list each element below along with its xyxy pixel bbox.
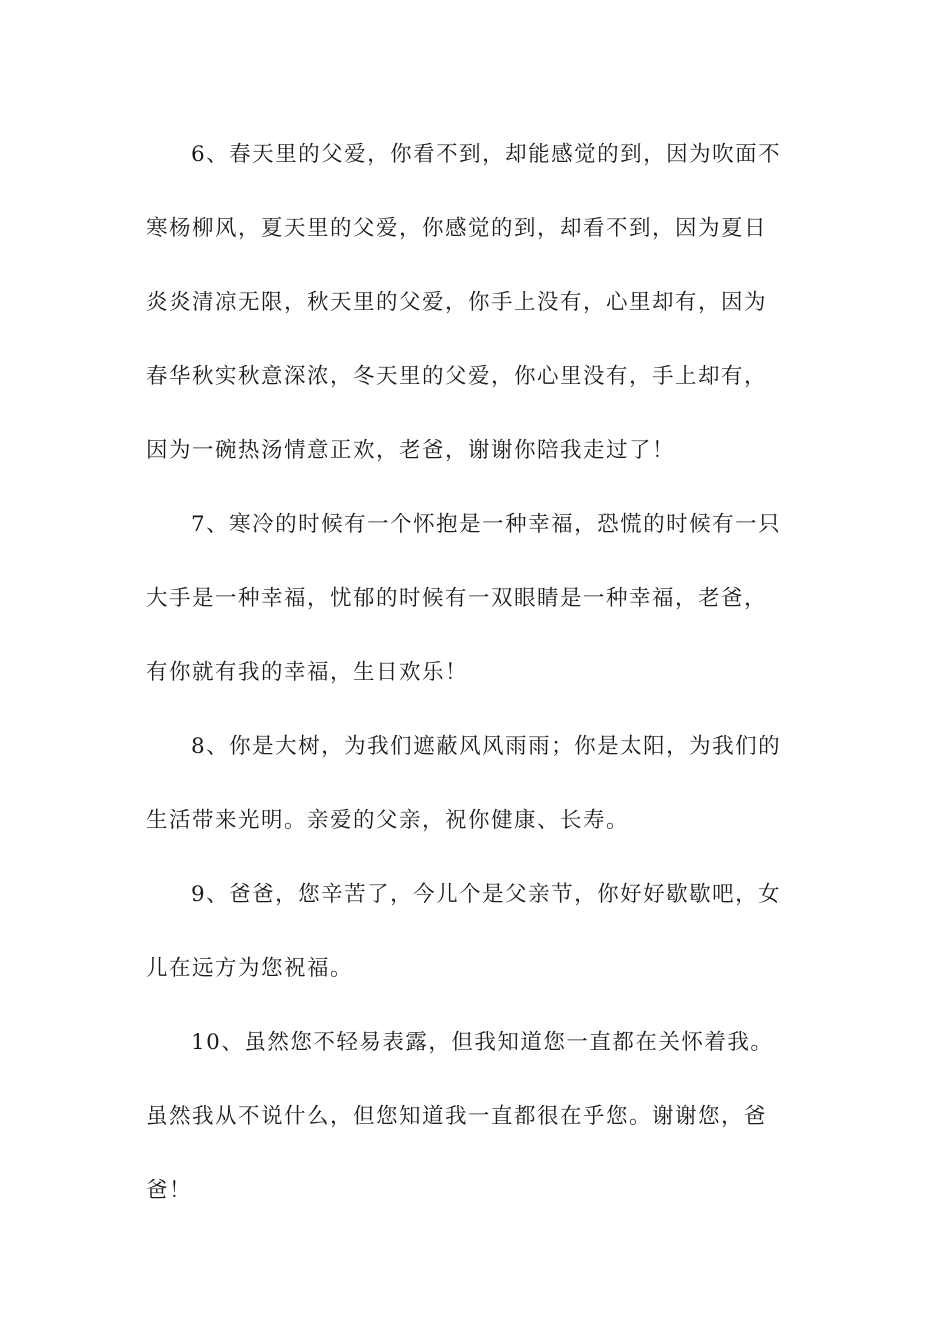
text-line: 10、虽然您不轻易表露，但我知道您一直都在关怀着我。 xyxy=(191,1030,774,1055)
text-line: 7、寒冷的时候有一个怀抱是一种幸福，恐慌的时候有一只 xyxy=(191,512,782,537)
text-line: 6、春天里的父爱，你看不到，却能感觉的到，因为吹面不 xyxy=(191,142,782,167)
text-line: 8、你是大树，为我们遮蔽风风雨雨；你是太阳，为我们的 xyxy=(191,734,782,759)
text-line: 春华秋实秋意深浓，冬天里的父爱，你心里没有，手上却有， xyxy=(146,364,768,389)
text-line: 爸！ xyxy=(146,1178,193,1203)
text-line: 生活带来光明。亲爱的父亲，祝你健康、长寿。 xyxy=(146,808,630,833)
text-line: 炎炎清凉无限，秋天里的父爱，你手上没有，心里却有，因为 xyxy=(146,290,768,315)
text-line: 9、爸爸，您辛苦了，今儿个是父亲节，你好好歇歇吧，女 xyxy=(191,882,782,907)
text-line: 虽然我从不说什么，但您知道我一直都很在乎您。谢谢您，爸 xyxy=(146,1104,768,1129)
text-line: 有你就有我的幸福，生日欢乐！ xyxy=(146,660,469,685)
text-line: 寒杨柳风，夏天里的父爱，你感觉的到，却看不到，因为夏日 xyxy=(146,216,768,241)
paragraph-8 xyxy=(146,710,806,858)
text-line: 大手是一种幸福，忧郁的时候有一双眼睛是一种幸福，老爸， xyxy=(146,586,768,611)
paragraph-7 xyxy=(146,488,806,710)
paragraph-10 xyxy=(146,1006,806,1228)
paragraph-6 xyxy=(146,118,806,488)
document-body xyxy=(146,118,806,1228)
text-line: 儿在远方为您祝福。 xyxy=(146,956,354,981)
paragraph-9 xyxy=(146,858,806,1006)
text-line: 因为一碗热汤情意正欢，老爸，谢谢你陪我走过了！ xyxy=(146,438,676,463)
